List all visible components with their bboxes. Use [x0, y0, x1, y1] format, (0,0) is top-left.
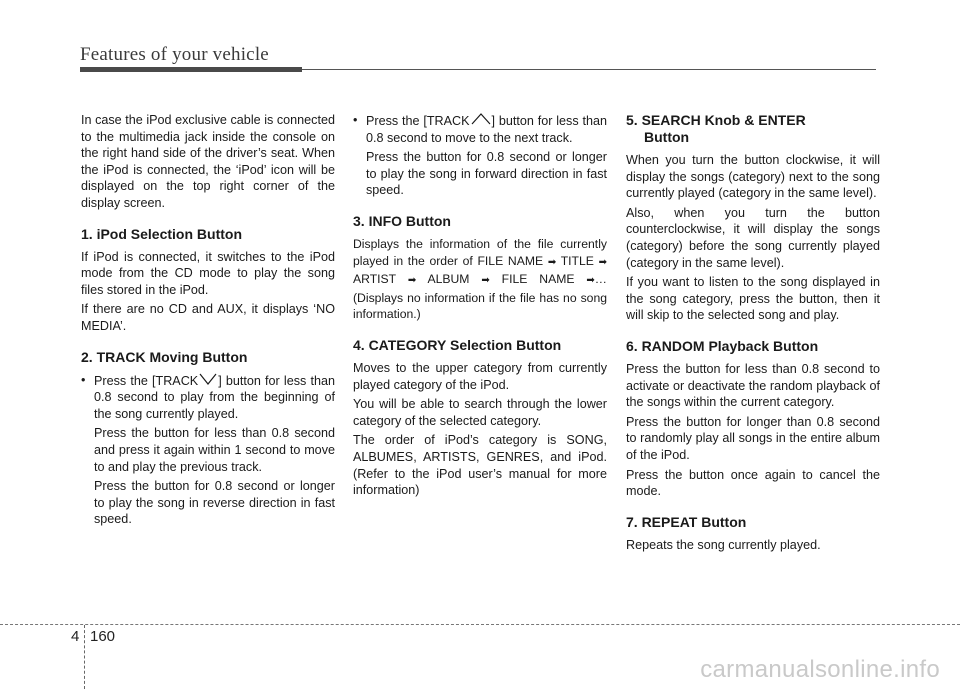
paragraph: When you turn the button clockwise, it will display the songs (category) next to the song currently played (category in the same level).: [626, 153, 880, 201]
text: ARTIST: [353, 272, 396, 287]
paragraph: If you want to listen to the song displayed in the song category, press the button, then it will skip to the selected song and play.: [626, 275, 880, 323]
text: FILE NAME: [501, 272, 575, 287]
page-number: 160: [90, 628, 116, 645]
info-paragraph: [353, 236, 607, 323]
arrow-right-icon: ➡: [598, 256, 607, 268]
paragraph: Press the button for longer than 0.8 second to randomly play all songs in the entire album of the iPod.: [626, 414, 880, 462]
section-title-random: 6. RANDOM Playback Button: [626, 337, 819, 354]
paragraph: Moves to the upper category from currently played category of the iPod.: [353, 360, 607, 392]
footer-rule: [0, 624, 960, 625]
bullet-text-post: ] button for less than 0.8 second to play from the beginning of the song currently played.: [94, 373, 335, 421]
column-2: [353, 112, 607, 502]
section-title-track-moving: 2. TRACK Moving Button: [81, 348, 248, 365]
section-title-repeat: 7. REPEAT Button: [626, 513, 747, 530]
footer-divider: [84, 625, 85, 689]
bullet-item: [353, 112, 607, 146]
text: … (Displays no information if the file has no song information.): [353, 272, 607, 322]
paragraph: The order of iPod’s category is SONG, ALBUMES, ARTISTS, GENRES, and iPod. (Refer to the iPod user’s manual for more information): [353, 433, 607, 498]
paragraph: Press the button for 0.8 second or longer to play the song in forward direction in fast speed.: [366, 150, 607, 198]
chapter-number: 4: [71, 628, 80, 645]
text: Displays the information of the file currently played in the order of FILE NAME: [353, 236, 607, 268]
text: ALBUM: [427, 272, 470, 287]
title-line: Button: [644, 129, 690, 145]
header-bar: [80, 67, 302, 72]
paragraph: Press the button for 0.8 second or longer to play the song in reverse direction in fast speed.: [94, 479, 335, 527]
title-line: 5. SEARCH Knob & ENTER: [626, 112, 806, 128]
text: TITLE: [560, 253, 594, 268]
paragraph: Press the button for less than 0.8 second to activate or deactivate the random playback of the songs within the current category.: [626, 361, 880, 410]
watermark: carmanualsonline.info: [700, 656, 940, 683]
intro-paragraph: In case the iPod exclusive cable is connected to the multimedia jack inside the console on the right hand side of the driver’s seat. When the iPod is connected, the ‘iPod’ icon will be displayed on the top right corner of the display screen.: [81, 113, 335, 210]
paragraph: Press the button for less than 0.8 second and press it again within 1 second to move to and play the previous track.: [94, 426, 335, 474]
column-1: [81, 112, 335, 531]
paragraph: You will be able to search through the lower category of the selected category.: [353, 397, 607, 428]
paragraph: If there are no CD and AUX, it displays ‘NO MEDIA’.: [81, 302, 335, 333]
chevron-down-icon: [198, 372, 218, 386]
bullet-text-pre: Press the [TRACK: [94, 373, 199, 388]
header-rule: [302, 69, 876, 70]
chevron-up-icon: [470, 112, 492, 126]
arrow-right-icon: ➡: [481, 275, 490, 287]
section-title-ipod-selection: 1. iPod Selection Button: [81, 225, 243, 242]
section-title-info: 3. INFO Button: [353, 212, 451, 229]
paragraph: Also, when you turn the button counterclockwise, it will display the songs (category) before the song currently played (category in the same level).: [626, 205, 880, 270]
header-title: Features of your vehicle: [80, 44, 269, 65]
paragraph: Press the button once again to cancel the mode.: [626, 467, 880, 499]
paragraph: If iPod is connected, it switches to the iPod mode from the CD mode to play the song files stored in the iPod.: [81, 249, 335, 297]
paragraph: Repeats the song currently played.: [626, 537, 821, 552]
arrow-right-icon: ➡: [586, 275, 595, 287]
arrow-right-icon: ➡: [547, 256, 557, 268]
section-title-category: 4. CATEGORY Selection Button: [353, 336, 562, 353]
section-title-search: [626, 112, 880, 146]
bullet-text-post: ] button for less than 0.8 second to move to the next track.: [366, 114, 607, 145]
bullet-item: [81, 372, 335, 423]
arrow-right-icon: ➡: [407, 275, 417, 287]
bullet-text-pre: Press the [TRACK: [366, 114, 470, 128]
column-3: [626, 112, 880, 556]
